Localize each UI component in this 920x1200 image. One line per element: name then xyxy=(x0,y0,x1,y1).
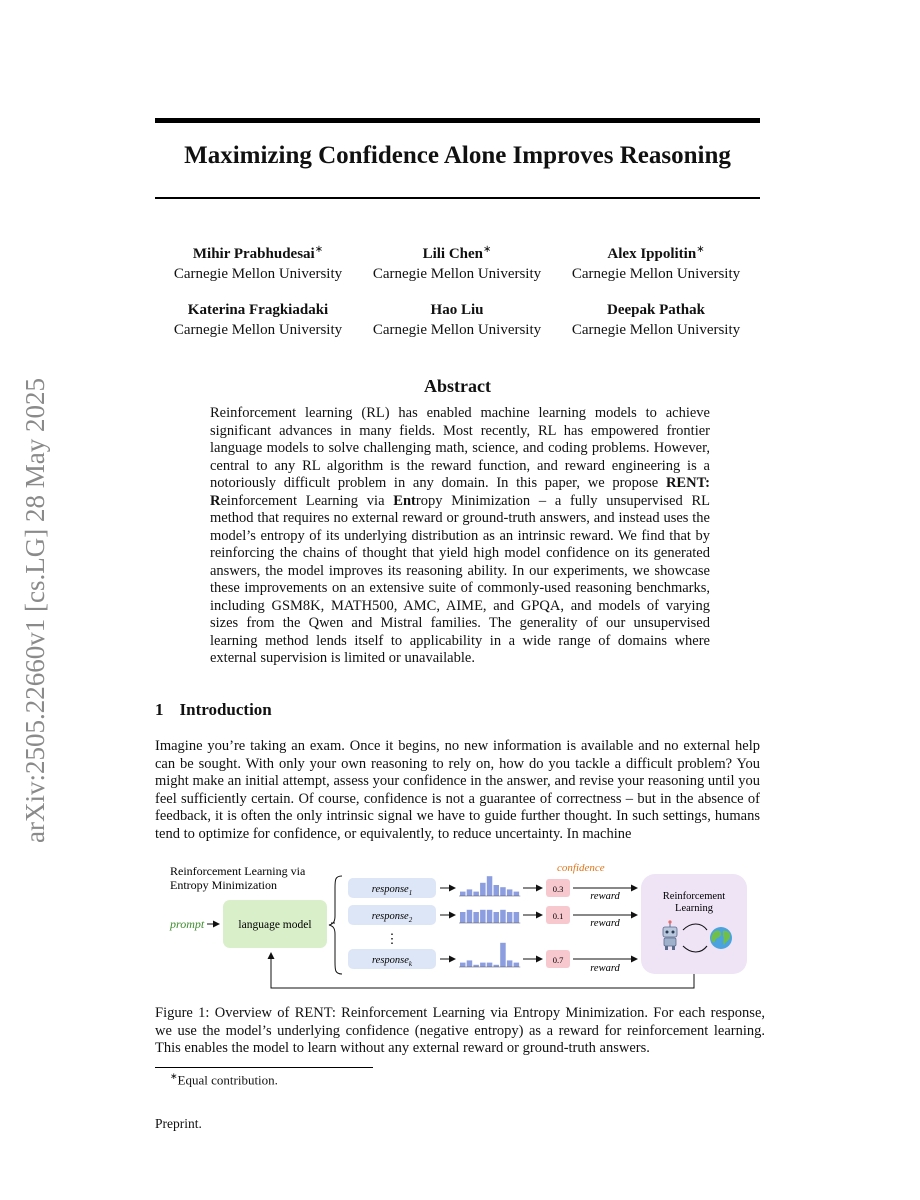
author-block xyxy=(357,240,557,284)
histogram-bar xyxy=(514,892,520,896)
histogram-bar xyxy=(494,912,500,923)
histogram-bar xyxy=(500,887,506,896)
author-mark: ∗ xyxy=(314,244,324,255)
histogram-bar xyxy=(460,892,466,896)
author-mark: ∗ xyxy=(483,244,492,255)
footnote-mark: ∗ xyxy=(170,1071,178,1081)
author-block xyxy=(158,300,358,340)
histogram-bar xyxy=(514,912,520,923)
histogram-bar xyxy=(487,910,493,923)
rl-label-line2: Learning xyxy=(675,903,713,914)
reward-label: reward xyxy=(590,918,620,929)
figure-title-line2: Entropy Minimization xyxy=(170,878,277,892)
reward-label: reward xyxy=(590,963,620,974)
author-block xyxy=(158,240,358,284)
figure-diagram xyxy=(155,858,760,998)
histogram-bar xyxy=(473,892,479,896)
confidence-value: 0.1 xyxy=(552,911,564,921)
rl-label-line1: Reinforcement xyxy=(662,891,726,902)
histogram-bar xyxy=(467,960,473,967)
histogram xyxy=(459,910,520,923)
figure-rent-overview xyxy=(155,858,760,998)
histogram-bar xyxy=(467,889,473,896)
author-affiliation: Carnegie Mellon University xyxy=(571,266,741,282)
arxiv-stamp-text: arXiv:2505.22660v1 [cs.LG] 28 May 2025 xyxy=(19,377,50,843)
author-name: Deepak Pathak xyxy=(607,302,705,318)
globe-icon xyxy=(710,927,732,949)
histogram-bar xyxy=(467,910,473,923)
response-label: response$_2$ xyxy=(371,911,413,924)
author-name: Lili Chen∗ xyxy=(422,244,492,262)
feedback-arrow xyxy=(271,953,694,988)
title-rule-bottom xyxy=(155,197,760,199)
language-model-label: language model xyxy=(238,919,312,931)
author-affiliation: Carnegie Mellon University xyxy=(173,322,343,338)
histogram-bar xyxy=(487,876,493,896)
section-number: 1 xyxy=(155,700,164,719)
figure-title-line1: Reinforcement Learning via xyxy=(170,864,306,878)
histogram-bar xyxy=(480,963,486,967)
author-affiliation: Carnegie Mellon University xyxy=(571,322,741,338)
histogram-bar xyxy=(507,912,513,923)
section-heading xyxy=(155,700,272,720)
histogram-bar xyxy=(494,965,500,967)
histogram-bar xyxy=(473,912,479,923)
histogram-bar xyxy=(494,885,500,896)
author-mark: ∗ xyxy=(696,244,705,255)
histogram-bar xyxy=(514,963,520,967)
author-name: Mihir Prabhudesai∗ xyxy=(192,244,324,262)
histogram-bar xyxy=(507,960,513,967)
confidence-value: 0.3 xyxy=(552,884,564,894)
histogram-bar xyxy=(460,963,466,967)
paper-title: Maximizing Confidence Alone Improves Reasoning xyxy=(184,142,731,169)
histogram xyxy=(459,876,520,896)
histogram xyxy=(459,943,520,967)
intro-paragraph: Imagine you’re taking an exam. Once it begins, no new information is available and no external help can be sought. With only your own reasoning to rely on, how do you tackle a difficult problem? You might make an initial attempt, assess your confidence in the answer, and revise your reasoning until you feel sufficiently certain. Of course, confidence is not a guarantee of correctness – but in the absence of feedback, it is often the only intrinsic signal we have to guide further thought. In such settings, humans tend to optimize for confidence, or equivalently, to reduce uncertainty. In machine xyxy=(155,738,760,842)
author-name: Alex Ippolitin∗ xyxy=(607,244,705,262)
histogram-bar xyxy=(460,912,466,923)
prompt-label: prompt xyxy=(170,917,205,931)
arxiv-stamp xyxy=(5,330,65,890)
histogram-bar xyxy=(487,963,493,967)
histogram-bar xyxy=(480,910,486,923)
histogram-bar xyxy=(480,883,486,896)
author-name: Hao Liu xyxy=(430,302,484,318)
author-block xyxy=(556,240,756,284)
author-block xyxy=(556,300,756,340)
ellipsis-dots: ⋮ xyxy=(385,931,399,946)
author-affiliation: Carnegie Mellon University xyxy=(372,322,542,338)
author-name: Katerina Fragkiadaki xyxy=(187,302,329,318)
author-block xyxy=(357,300,557,340)
histogram-bar xyxy=(500,910,506,923)
section-title: Introduction xyxy=(179,700,272,719)
title-rule-top xyxy=(155,118,760,123)
confidence-value: 0.7 xyxy=(552,955,564,965)
confidence-label: confidence xyxy=(557,862,605,874)
histogram-bar xyxy=(507,889,513,896)
footnote xyxy=(170,1071,278,1088)
response-label: response$_1$ xyxy=(371,884,413,897)
reward-label: reward xyxy=(590,891,620,902)
histogram-bar xyxy=(473,965,479,967)
response-brace xyxy=(329,876,342,974)
abstract-heading: Abstract xyxy=(424,376,491,396)
response-label: response$_k$ xyxy=(371,955,413,968)
author-affiliation: Carnegie Mellon University xyxy=(173,266,343,282)
histogram-bar xyxy=(500,943,506,967)
footnote-rule xyxy=(155,1067,373,1068)
author-affiliation: Carnegie Mellon University xyxy=(372,266,542,282)
footnote-text: Equal contribution. xyxy=(177,1072,278,1088)
preprint-label: Preprint. xyxy=(155,1116,202,1131)
abstract-text: Reinforcement learning (RL) has enabled machine learning models to achieve significant advances in many fields. Most recently, RL has empowered frontier language models to solve challenging math, science, and coding problems. However, central to any RL algorithm is the reward function, and reward engineering is a notoriously difficult problem in any domain. In this paper, we propose RENT: Reinforcement Learning via Entropy Minimization – a fully unsupervised RL method that requires no external reward or ground-truth answers, and instead uses the model’s entropy of its underlying distribution as an intrinsic reward. We find that by reinforcing the chains of thought that yield high model confidence on its generated answers, the model improves its reasoning ability. In our experiments, we showcase these improvements on an extensive suite of commonly-used reasoning benchmarks, including GSM8K, MATH500, AMC, AIME, and GPQA, and models of varying sizes from the Qwen and Mistral families. The generality of our unsupervised learning method lends itself to applicability in a wide range of domains where external supervision is limited or unavailable. xyxy=(210,405,710,666)
figure-caption: Figure 1: Overview of RENT: Reinforcement Learning via Entropy Minimization. For each response, we use the model’s underlying confidence (negative entropy) as a reward for reinforcement learning. This enables the model to learn without any external reward or ground-truth answers. xyxy=(155,1005,765,1056)
